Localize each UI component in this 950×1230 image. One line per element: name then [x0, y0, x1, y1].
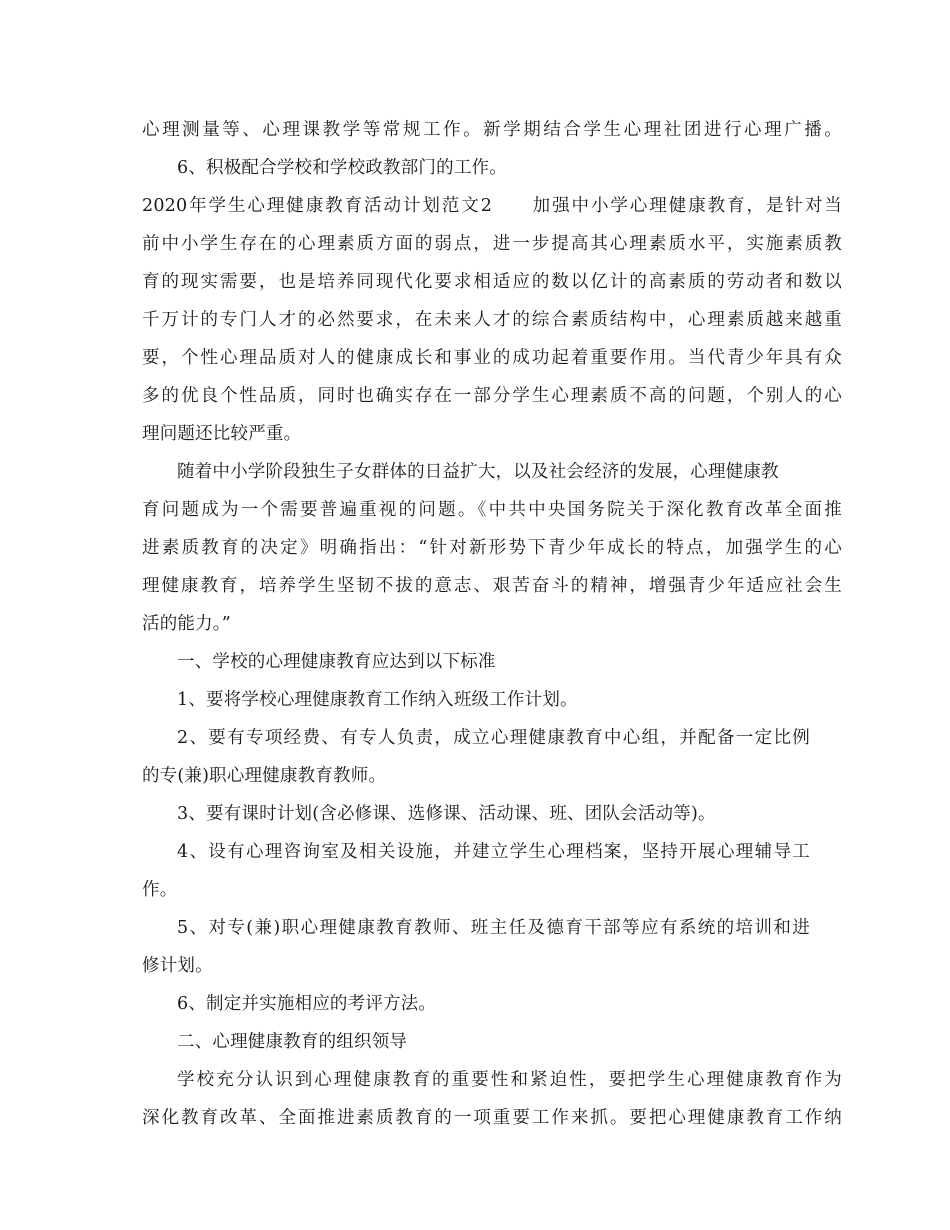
- paragraph-line: 育问题成为一个需要普遍重视的问题。《中共中央国务院关于深化教育改革全面推: [142, 500, 842, 520]
- list-item-continuation: 作。: [142, 880, 178, 900]
- paragraph-line: 育的现实需要，也是培养同现代化要求相适应的数以亿计的高素质的劳动者和数以: [142, 272, 842, 292]
- section-heading: 一、学校的心理健康教育应达到以下标准: [177, 652, 496, 672]
- list-item-continuation: 的专(兼)职心理健康教育教师。: [142, 766, 387, 786]
- list-item: 1、要将学校心理健康教育工作纳入班级工作计划。: [177, 690, 578, 710]
- section-title-line: 2020年学生心理健康教育活动计划范文2 加强中小学心理健康教育，是针对当: [142, 196, 842, 216]
- paragraph-line: 千万计的专门人才的必然要求，在未来人才的综合素质结构中，心理素质越来越重: [142, 310, 842, 330]
- paragraph-line: 随着中小学阶段独生子女群体的日益扩大，以及社会经济的发展，心理健康教: [177, 462, 779, 482]
- paragraph-line: 理健康教育，培养学生坚韧不拔的意志、艰苦奋斗的精神，增强青少年适应社会生: [142, 576, 842, 596]
- paragraph-line: 理问题还比较严重。: [142, 424, 302, 444]
- paragraph-line: 学校充分认识到心理健康教育的重要性和紧迫性，要把学生心理健康教育作为: [177, 1070, 842, 1090]
- list-item-continuation: 修计划。: [142, 956, 213, 976]
- list-item: 6、积极配合学校和学校政教部门的工作。: [177, 158, 507, 178]
- list-item: 5、对专(兼)职心理健康教育教师、班主任及德育干部等应有系统的培训和进: [177, 918, 810, 938]
- list-item: 6、制定并实施相应的考评方法。: [177, 994, 437, 1014]
- paragraph-line: 多的优良个性品质，同时也确实存在一部分学生心理素质不高的问题，个别人的心: [142, 386, 842, 406]
- paragraph-line: 进素质教育的决定》明确指出：“针对新形势下青少年成长的特点，加强学生的心: [142, 538, 842, 558]
- paragraph-line: 要，个性心理品质对人的健康成长和事业的成功起着重要作用。当代青少年具有众: [142, 348, 842, 368]
- paragraph-line: 活的能力。”: [142, 614, 231, 634]
- list-item: 2、要有专项经费、有专人负责，成立心理健康教育中心组，并配备一定比例: [177, 728, 810, 748]
- list-item: 3、要有课时计划(含必修课、选修课、活动课、班、团队会活动等)。: [177, 804, 716, 824]
- paragraph-line: 心理测量等、心理课教学等常规工作。新学期结合学生心理社团进行心理广播。: [142, 120, 842, 140]
- paragraph-line: 前中小学生存在的心理素质方面的弱点，进一步提高其心理素质水平，实施素质教: [142, 234, 842, 254]
- paragraph-line: 深化教育改革、全面推进素质教育的一项重要工作来抓。要把心理健康教育工作纳: [142, 1108, 842, 1128]
- list-item: 4、设有心理咨询室及相关设施，并建立学生心理档案，坚持开展心理辅导工: [177, 842, 810, 862]
- section-heading: 二、心理健康教育的组织领导: [177, 1032, 408, 1052]
